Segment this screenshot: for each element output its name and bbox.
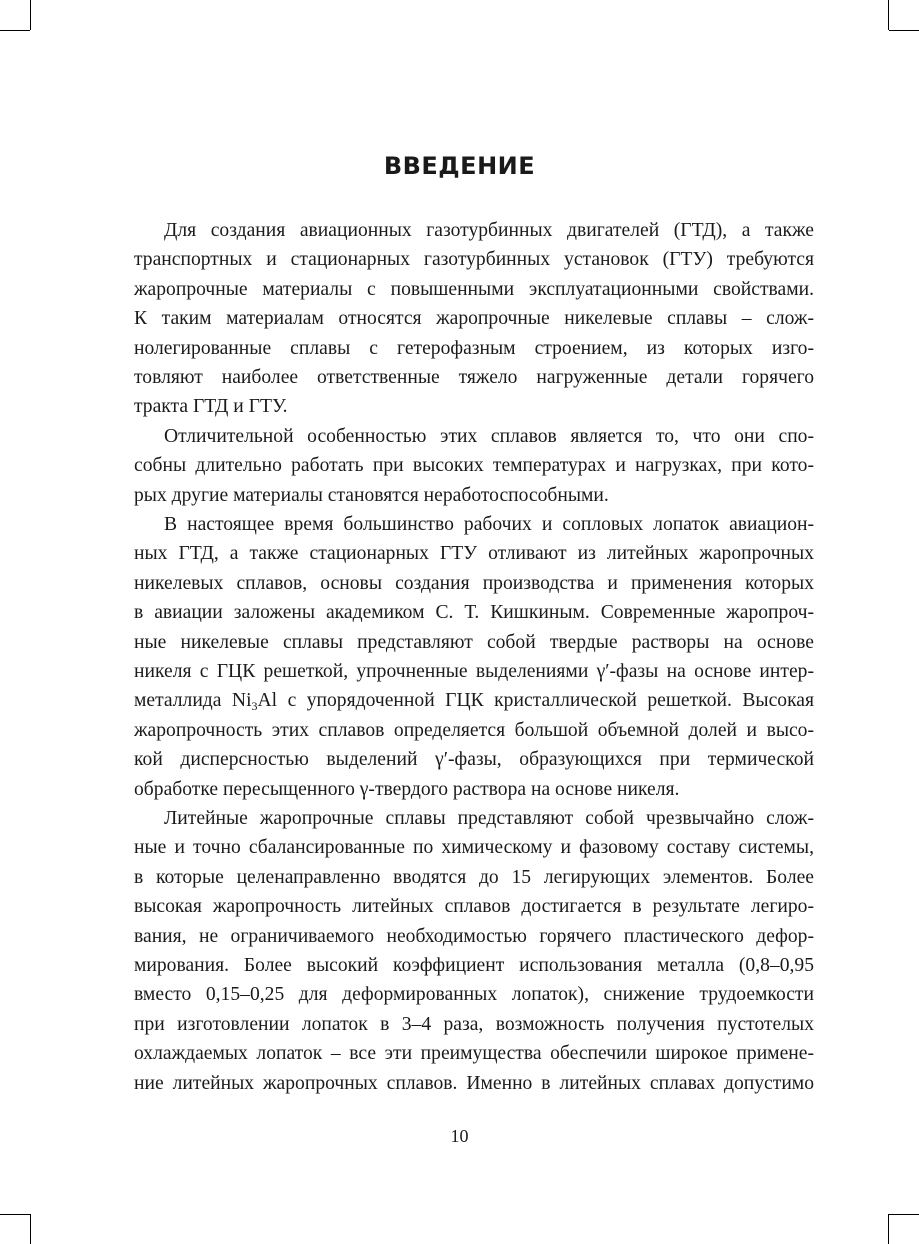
paragraph-2 [134,422,814,510]
formula-ni-part: металлида Ni [134,690,252,712]
text-line-with-formula [134,686,814,715]
text-line: кой дисперсностью выделений γ′-фазы, образующихся при термической [134,749,814,771]
text-line: в авиации заложены академиком С. Т. Кишкиным. Современные жаропроч- [134,602,814,624]
text-line: вания, не ограничиваемого необходимостью горячего пластического дефор- [134,925,814,947]
crop-mark-bottom-left-v [30,1214,31,1244]
text-line: нолегированные сплавы с гетерофазным строением, из которых изго- [134,337,814,359]
text-line: жаропрочность этих сплавов определяется большой объемной долей и высо- [134,719,814,741]
text-line: никелевых сплавов, основы создания производства и применения которых [134,572,814,594]
text-line: ные никелевые сплавы представляют собой твердые растворы на основе [134,631,814,653]
text-line: никеля с ГЦК решеткой, упрочненные выделениями γ′-фазы на основе интер- [134,660,814,682]
crop-mark-bottom-right-h [889,1214,919,1215]
text-line: мирования. Более высокий коэффициент использования металла (0,8–0,95 [134,954,814,976]
text-line: собны длительно работать при высоких температурах и нагрузках, при кото- [134,455,814,477]
text-line: вместо 0,15–0,25 для деформированных лопаток), снижение трудоемкости [134,984,814,1006]
text-line: Отличительной особенностью этих сплавов является то, что они спо- [164,426,814,447]
paragraph-4 [134,804,814,1098]
text-line: товляют наиболее ответственные тяжело нагруженные детали горячего [134,366,814,388]
crop-mark-bottom-left-h [0,1214,30,1215]
text-line: ных ГТД, а также стационарных ГТУ отливают из литейных жаропрочных [134,543,814,565]
text-line: высокая жаропрочность литейных сплавов достигается в результате легиро- [134,896,814,918]
paragraph-3 [134,510,814,804]
chapter-heading: ВВЕДЕНИЕ [383,152,536,180]
crop-mark-top-left-h [0,30,30,31]
crop-mark-top-right-v [888,0,889,30]
text-line: Для создания авиационных газотурбинных двигателей (ГТД), а также [164,220,814,241]
crop-mark-bottom-right-v [888,1214,889,1244]
text-line: рых другие материалы становятся неработоспособными. [134,484,609,506]
text-line: при изготовлении лопаток в 3–4 раза, возможность получения пустотелых [134,1013,814,1035]
formula-al-part: Al с упорядоченной ГЦК кристаллической решеткой. Высокая [257,690,815,712]
crop-mark-top-left-v [30,0,31,30]
text-line: в которые целенаправленно вводятся до 15 легирующих элементов. Более [134,866,814,888]
text-line: Литейные жаропрочные сплавы представляют собой чрезвычайно слож- [164,808,814,829]
formula-subscript: 3 [251,699,258,714]
text-line: транспортных и стационарных газотурбинных установок (ГТУ) требуются [134,249,814,271]
paragraph-1 [134,216,814,422]
text-line: тракта ГТД и ГТУ. [134,396,288,418]
text-line: ные и точно сбалансированные по химическому и фазовому составу системы, [134,837,814,859]
text-line: охлаждаемых лопаток – все эти преимущества обеспечили широкое примене- [134,1043,814,1065]
text-line: жаропрочные материалы с повышенными эксплуатационными свойствами. [134,278,814,300]
text-line: В настоящее время большинство рабочих и сопловых лопаток авиацион- [164,514,814,535]
text-line: обработке пересыщенного γ-твердого раствора на основе никеля. [134,778,680,800]
text-line: К таким материалам относятся жаропрочные никелевые сплавы – слож- [134,308,814,330]
page-number: 10 [450,1126,469,1146]
crop-mark-top-right-h [889,30,919,31]
text-line: ние литейных жаропрочных сплавов. Именно в литейных сплавах допустимо [134,1072,814,1094]
